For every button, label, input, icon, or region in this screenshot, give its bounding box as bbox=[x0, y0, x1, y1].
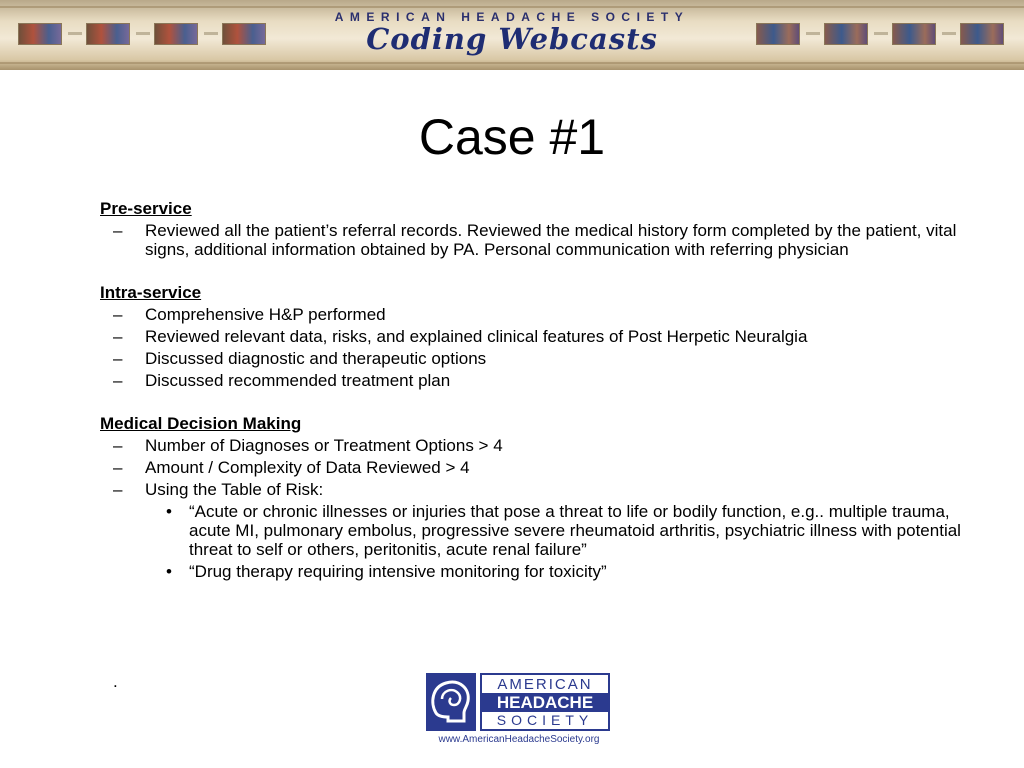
list-item-text: Number of Diagnoses or Treatment Options > 4 bbox=[145, 436, 503, 455]
section-heading-pre-service: Pre-service bbox=[100, 199, 192, 218]
dash-bullet: – bbox=[113, 371, 123, 390]
banner-decoration-tile bbox=[756, 23, 800, 45]
sub-list-item-text: “Acute or chronic illnesses or injuries that pose a threat to life or bodily function, e.g.. multiple trauma, acute MI, pulmonary embolus, progressive severe rheumatoid arthritis, psychiatric illness with potential threat to self or others, peritonitis, acute renal failure” bbox=[189, 502, 961, 559]
section-heading-medical-decision-making: Medical Decision Making bbox=[100, 414, 302, 433]
logo-wordmark bbox=[480, 673, 610, 731]
round-bullet: • bbox=[166, 502, 172, 521]
list-item-text: Using the Table of Risk: bbox=[145, 480, 324, 499]
banner-stripe bbox=[0, 62, 1024, 64]
banner-decoration-tile bbox=[892, 23, 936, 45]
trailing-dot: . bbox=[113, 672, 118, 691]
banner-decoration-tile bbox=[154, 23, 198, 45]
dash-bullet: – bbox=[113, 458, 123, 477]
list-item bbox=[100, 349, 970, 368]
banner-dash bbox=[874, 32, 888, 35]
slide-title: Case #1 bbox=[418, 109, 606, 165]
slide-content bbox=[100, 199, 970, 581]
list-item-text: Comprehensive H&P performed bbox=[145, 305, 386, 324]
banner-decoration-tile bbox=[86, 23, 130, 45]
banner-dash bbox=[806, 32, 820, 35]
dash-bullet: – bbox=[113, 436, 123, 455]
list-item bbox=[100, 305, 970, 324]
list-item-text: Discussed recommended treatment plan bbox=[145, 371, 451, 390]
list-item bbox=[100, 327, 970, 346]
list-item-text: Reviewed all the patient’s referral records. Reviewed the medical history form completed by the patient, vital signs, additional information obtained by PA. Personal communication with referring physician bbox=[145, 221, 957, 259]
section-heading-intra-service: Intra-service bbox=[100, 283, 202, 302]
sub-list-item-text: “Drug therapy requiring intensive monitoring for toxicity” bbox=[189, 562, 607, 581]
banner-stripe bbox=[0, 6, 1024, 8]
banner-dash bbox=[136, 32, 150, 35]
ahs-logo bbox=[426, 673, 612, 733]
dash-bullet: – bbox=[113, 305, 123, 324]
sub-list-item bbox=[100, 502, 970, 559]
banner-title: Coding Webcasts bbox=[366, 22, 658, 56]
list-item-text: Amount / Complexity of Data Reviewed > 4 bbox=[145, 458, 470, 477]
banner-dash bbox=[942, 32, 956, 35]
list-item bbox=[100, 221, 970, 259]
banner-decoration-tile bbox=[18, 23, 62, 45]
banner-dash bbox=[68, 32, 82, 35]
banner-dash bbox=[204, 32, 218, 35]
banner-decoration-tile bbox=[960, 23, 1004, 45]
header-banner bbox=[0, 0, 1024, 70]
dash-bullet: – bbox=[113, 480, 123, 499]
list-item bbox=[100, 480, 970, 499]
list-item bbox=[100, 371, 970, 390]
round-bullet: • bbox=[166, 562, 172, 581]
list-item bbox=[100, 436, 970, 455]
dash-bullet: – bbox=[113, 327, 123, 346]
list-item-text: Discussed diagnostic and therapeutic options bbox=[145, 349, 487, 368]
dash-bullet: – bbox=[113, 221, 123, 240]
banner-decoration-tile bbox=[824, 23, 868, 45]
list-item bbox=[100, 458, 970, 477]
logo-line-1: AMERICAN bbox=[497, 676, 593, 693]
logo-line-2: HEADACHE bbox=[482, 693, 608, 712]
list-item-text: Reviewed relevant data, risks, and explained clinical features of Post Herpetic Neuralgia bbox=[145, 327, 808, 346]
banner-decoration-tile bbox=[222, 23, 266, 45]
banner-society-text: AMERICAN HEADACHE SOCIETY bbox=[334, 10, 690, 24]
head-emblem-icon bbox=[426, 673, 476, 731]
sub-list-item bbox=[100, 562, 970, 581]
dash-bullet: – bbox=[113, 349, 123, 368]
society-url: www.AmericanHeadacheSociety.org bbox=[438, 734, 600, 745]
logo-line-3: SOCIETY bbox=[496, 712, 594, 728]
